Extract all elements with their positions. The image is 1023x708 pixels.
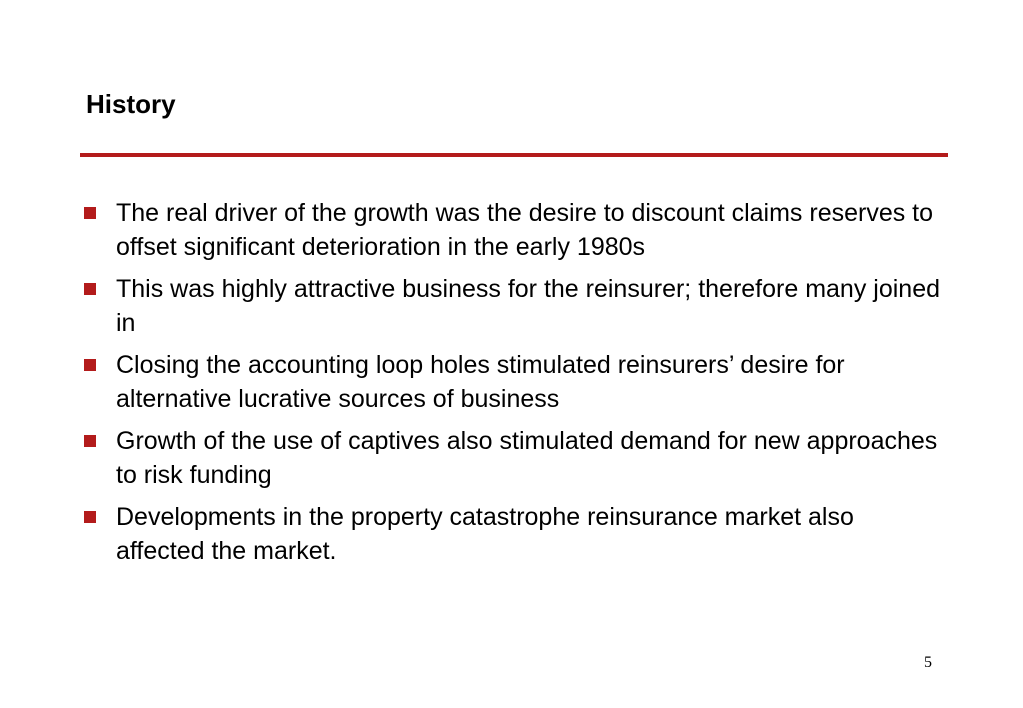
bullet-item [84,424,944,492]
bullet-item [84,348,944,416]
bullet-item [84,272,944,340]
square-bullet-icon [84,283,96,295]
bullet-list [84,196,944,576]
bullet-item [84,500,944,568]
bullet-item [84,196,944,264]
bullet-text: Growth of the use of captives also stimulated demand for new approaches to risk funding [116,427,938,489]
bullet-text: Developments in the property catastrophe reinsurance market also affected the market. [116,503,854,565]
page-number: 5 [924,654,932,671]
bullet-text: The real driver of the growth was the desire to discount claims reserves to offset significant deterioration in the early 1980s [116,199,934,261]
bullet-text: Closing the accounting loop holes stimulated reinsurers’ desire for alternative lucrative sources of business [116,351,845,413]
square-bullet-icon [84,511,96,523]
square-bullet-icon [84,359,96,371]
square-bullet-icon [84,207,96,219]
slide-title: History [86,89,176,119]
square-bullet-icon [84,435,96,447]
title-divider [80,153,948,157]
bullet-text: This was highly attractive business for the reinsurer; therefore many joined in [116,275,940,337]
